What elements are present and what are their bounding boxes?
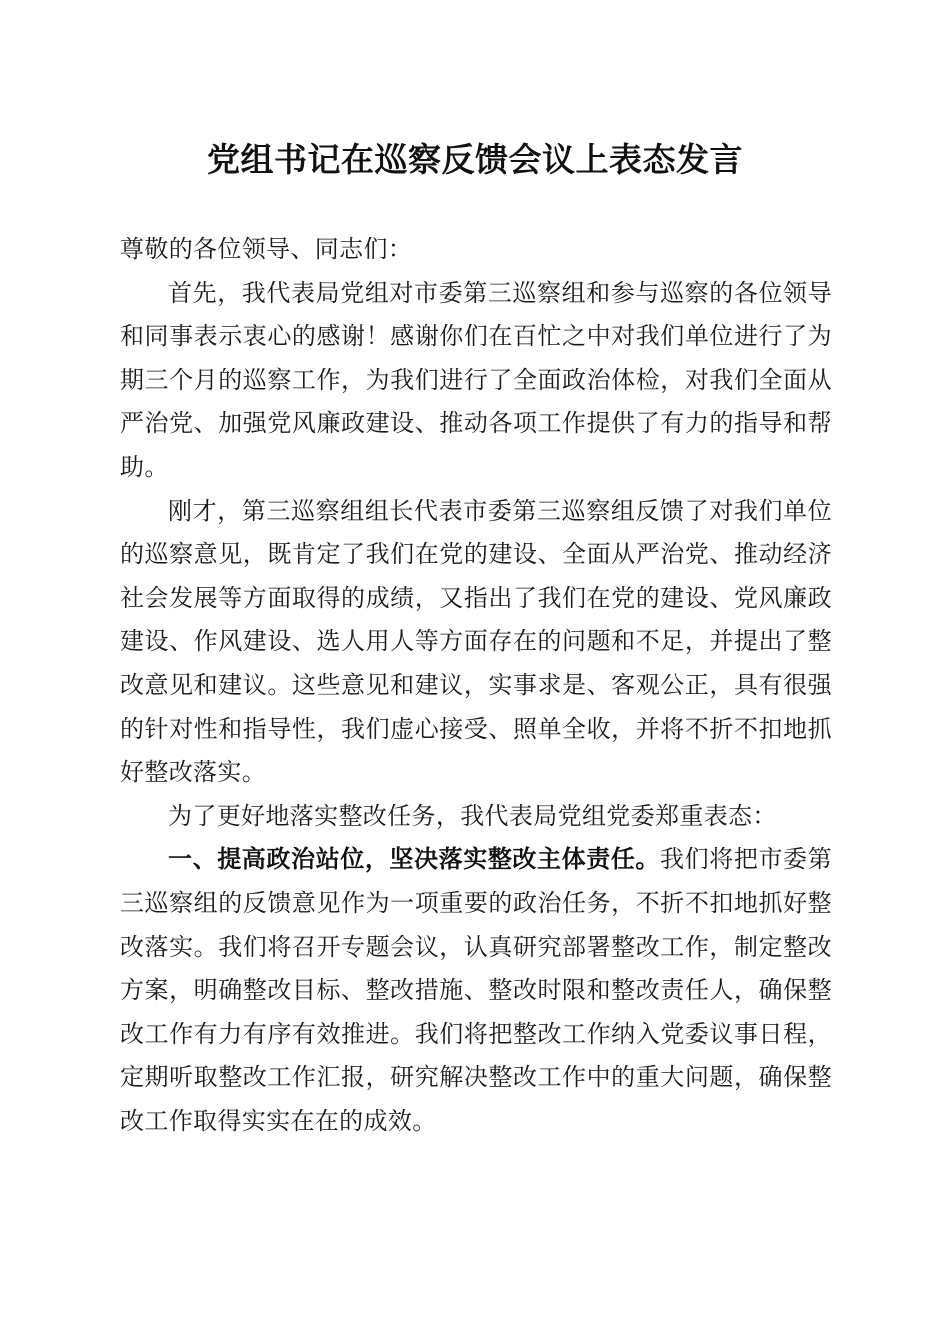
paragraph-point-one: [120, 838, 832, 1143]
paragraph-pledge-intro: 为了更好地落实整改任务，我代表局党组党委郑重表态：: [168, 801, 777, 830]
paragraph-thanks: 首先，我代表局党组对市委第三巡察组和参与巡察的各位领导和同事表示衷心的感谢！感谢你们在百忙之中对我们单位进行了为期三个月的巡察工作，为我们进行了全面政治体检，对我们全面从严治党、加强党风廉政建设、推动各项工作提供了有力的指导和帮助。: [120, 278, 832, 481]
salutation: 尊敬的各位领导、同志们：: [120, 235, 413, 263]
document-body: [120, 228, 832, 1143]
point-one-heading: 一、提高政治站位，坚决落实整改主体责任。: [168, 845, 661, 874]
paragraph-feedback: 刚才，第三巡察组组长代表市委第三巡察组反馈了对我们单位的巡察意见，既肯定了我们在党的建设、全面从严治党、推动经济社会发展等方面取得的成绩，又指出了我们在党的建设、党风廉政建设、作风建设、选人用人等方面存在的问题和不足，并提出了整改意见和建议。这些意见和建议，实事求是、客观公正，具有很强的针对性和指导性，我们虚心接受、照单全收，并将不折不扣地抓好整改落实。: [120, 496, 832, 787]
document-title: 党组书记在巡察反馈会议上表态发言: [207, 140, 743, 179]
point-one-text: 我们将把市委第三巡察组的反馈意见作为一项重要的政治任务，不折不扣地抓好整改落实。我们将召开专题会议，认真研究部署整改工作，制定整改方案，明确整改目标、整改措施、整改时限和整改责任人，确保整改工作有力有序有效推进。我们将把整改工作纳入党委议事日程，定期听取整改工作汇报，研究解决整改工作中的重大问题，确保整改工作取得实实在在的成效。: [120, 845, 833, 1135]
